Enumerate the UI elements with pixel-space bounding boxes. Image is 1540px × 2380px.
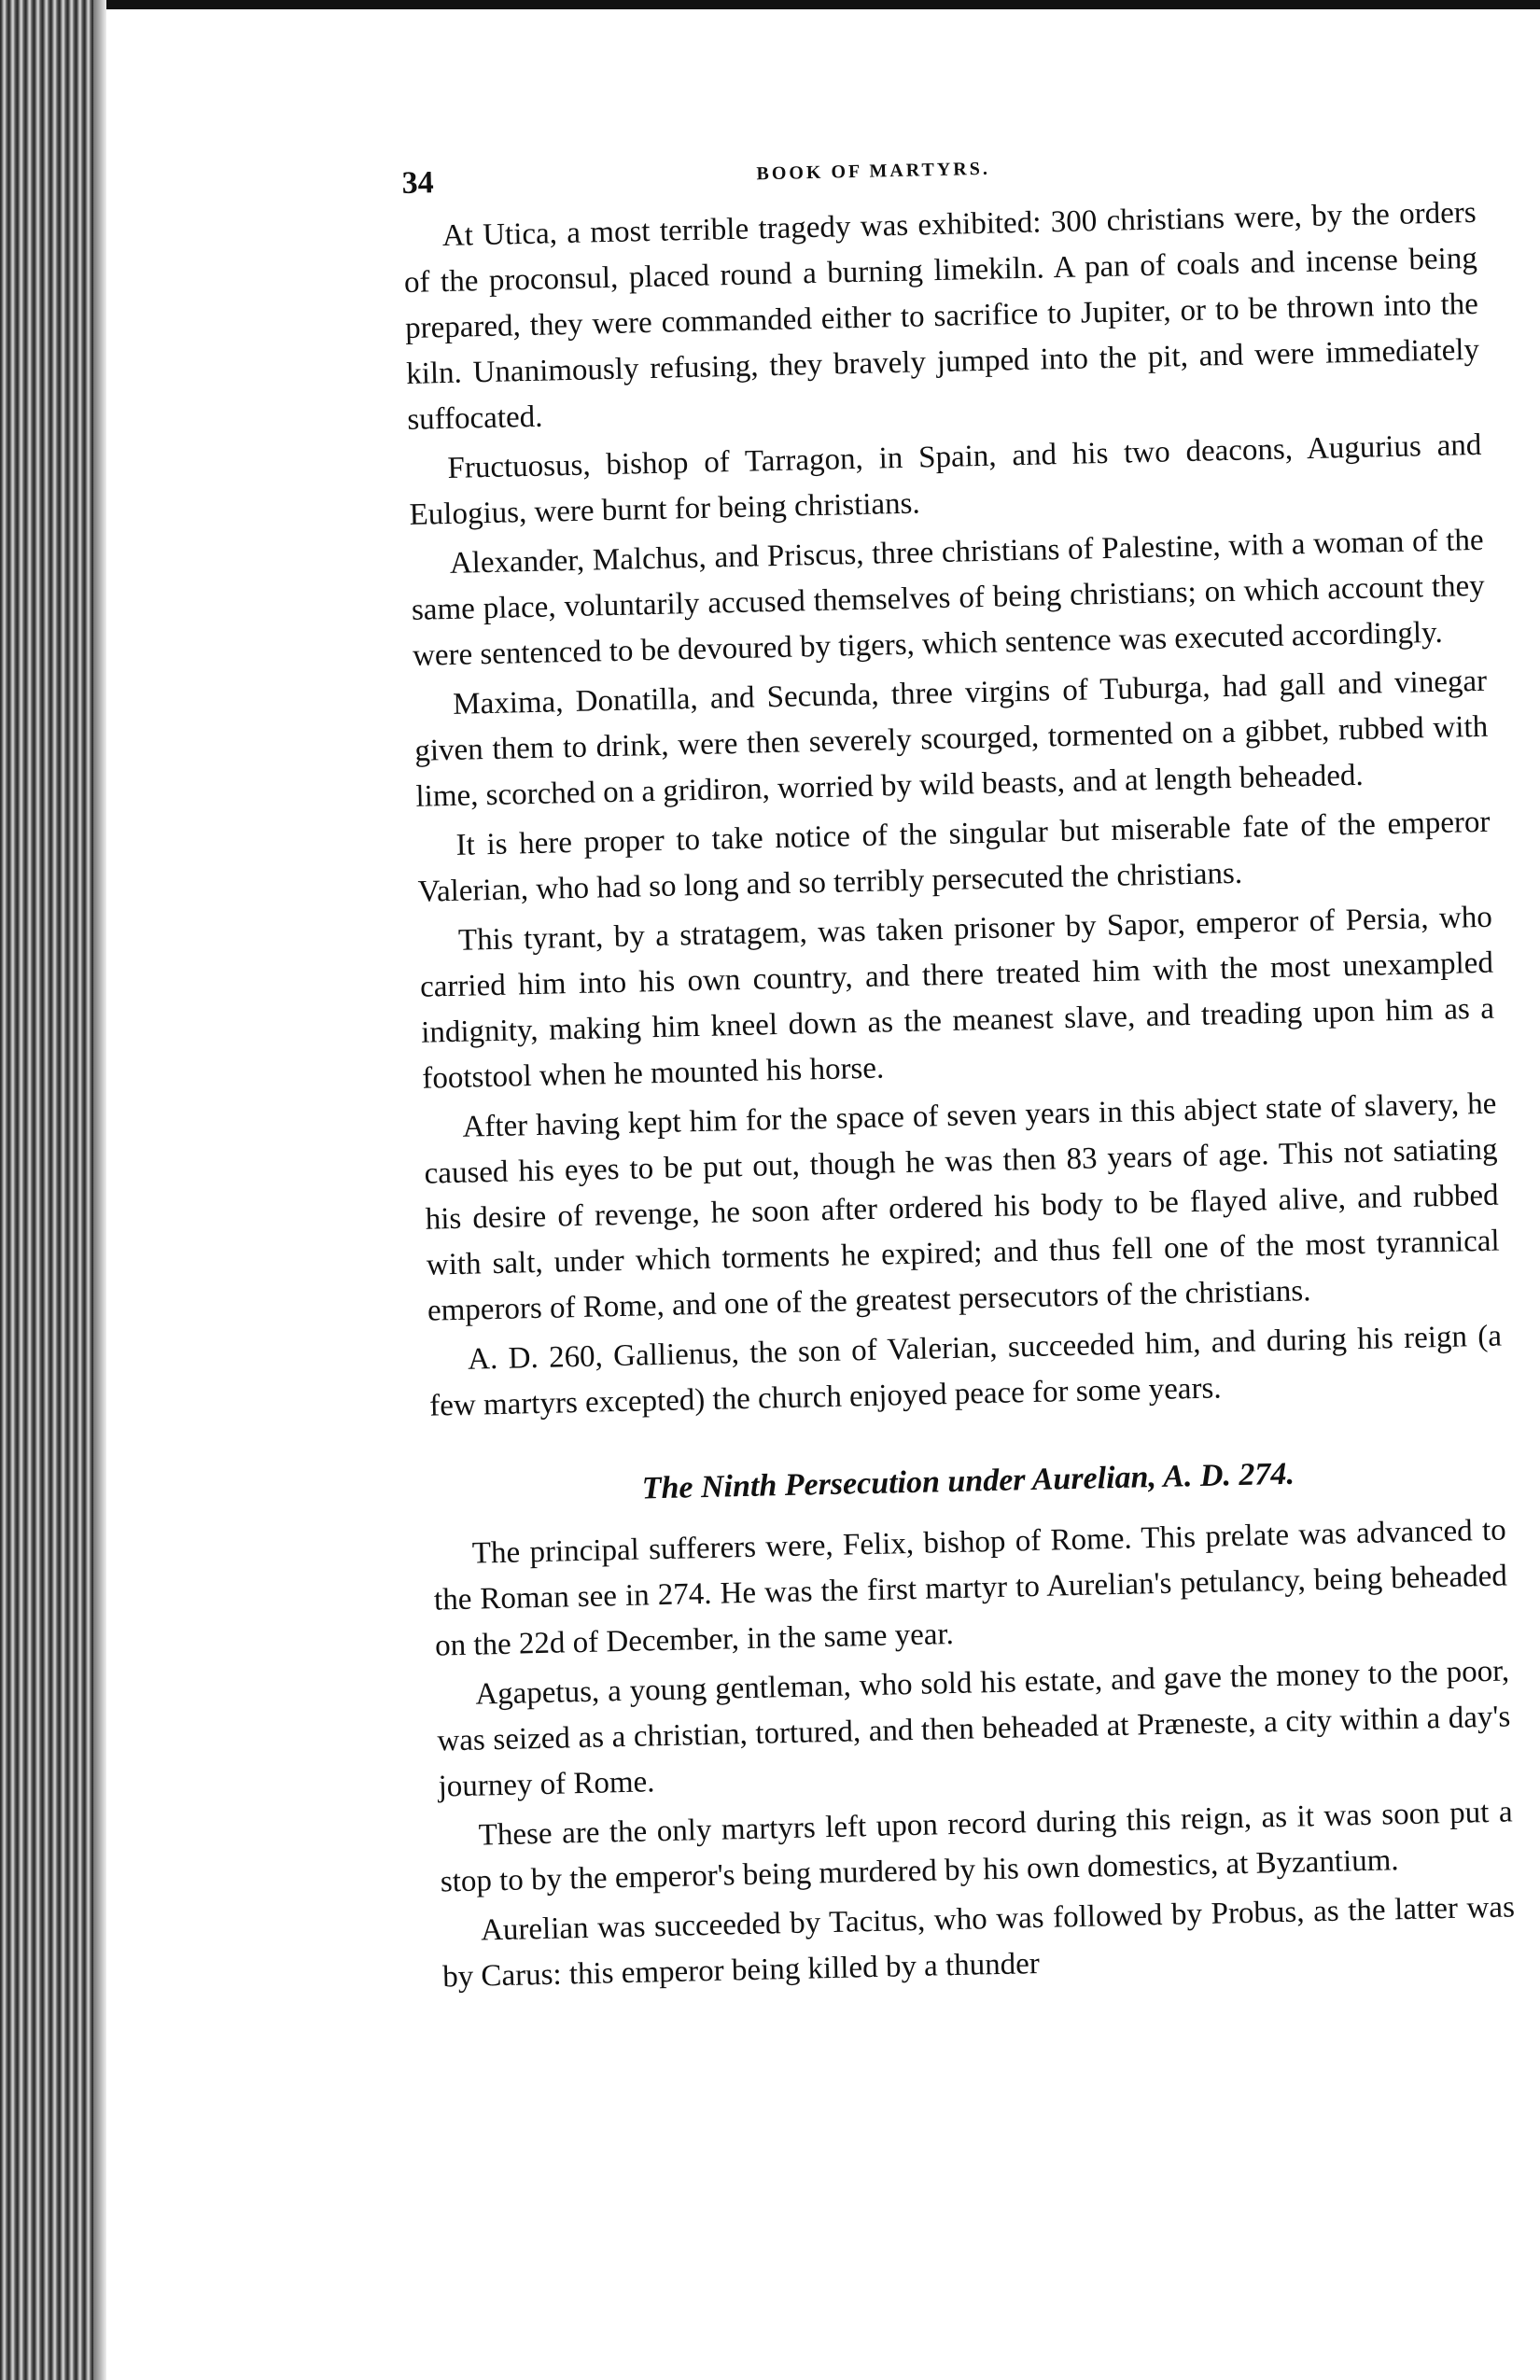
paragraph-valerian: It is here proper to take notice of the singular but miserable fate of the emperor Valerian, who had so long and so terribly persecuted the christians. <box>417 805 1491 909</box>
section-heading: The Ninth Persecution under Aurelian, A. D. 274. <box>641 1456 1295 1506</box>
paragraph-tyrant: This tyrant, by a stratagem, was taken prisoner by Sapor, emperor of Persia, who carried him into his own country, and there treated him with the most unexampled indignity, making him kneel down as the meanest slave, and treading upon him as a footstool when he mounted his horse. <box>419 900 1495 1096</box>
paragraph-felix: The principal sufferers were, Felix, bishop of Rome. This prelate was advanced to the Roman see in 274. He was the first martyr to Aurelian's petulancy, being beheaded on the 22d of December, in the same year. <box>433 1513 1508 1663</box>
paragraph-tacitus: Aurelian was succeeded by Tacitus, who was followed by Probus, as the latter was by Carus: this emperor being killed by a thunder <box>441 1890 1516 1995</box>
paragraph-alexander: Alexander, Malchus, and Priscus, three christians of Palestine, with a woman of the same place, voluntarily accused themselves of being christians; on which account they were sentenced to be devoured by tigers, which sentence was executed accordingly. <box>411 523 1486 673</box>
paragraph-maxima: Maxima, Donatilla, and Secunda, three virgins of Tuburga, had gall and vinegar given them to drink, were then severely scourged, tormented on a gibbet, rubbed with lime, scorched on a gridiron, worried by wild beasts, and at length beheaded. <box>413 664 1489 814</box>
top-border <box>0 0 1540 9</box>
page-gutter <box>93 0 106 2380</box>
book-page <box>401 134 1516 2001</box>
paragraph-utica: At Utica, a most terrible tragedy was exhibited: 300 christians were, by the orders of the proconsul, placed round a burning limekiln. A pan of coals and incense being prepared, they were commanded either to sacrifice to Jupiter, or to be thrown into the kiln. Unanimously refusing, they bravely jumped into the pit, and were immediately suffocated. <box>403 195 1480 437</box>
book-spine <box>0 0 93 2380</box>
running-head: BOOK OF MARTYRS. <box>756 158 991 185</box>
paragraph-gallienus: A. D. 260, Gallienus, the son of Valerian, succeeded him, and during his reign (a few martyrs excepted) the church enjoyed peace for some years. <box>428 1319 1503 1423</box>
paragraph-slavery: After having kept him for the space of seven years in this abject state of slavery, he caused his eyes to be put out, though he was then 83 years of age. This not satiating his desire of revenge, he soon after ordered his body to be flayed alive, and rubbed with salt, under which torments he expired; and thus fell one of the most tyrannical emperors of Rome, and one of the greatest persecutors of the christians. <box>424 1086 1501 1328</box>
paragraph-agapetus: Agapetus, a young gentleman, who sold his estate, and gave the money to the poor, was seized as a christian, tortured, and then beheaded at Præneste, a city within a day's journey of Rome. <box>437 1654 1511 1804</box>
paragraph-byzantium: These are the only martyrs left upon record during this reign, as it was soon put a stop to by the emperor's being murdered by his own domestics, at Byzantium. <box>440 1795 1513 1899</box>
page-number: 34 <box>401 165 435 201</box>
paragraph-fructuosus: Fructuosus, bishop of Tarragon, in Spain, and his two deacons, Augurius and Eulogius, were burnt for being christians. <box>409 427 1482 532</box>
